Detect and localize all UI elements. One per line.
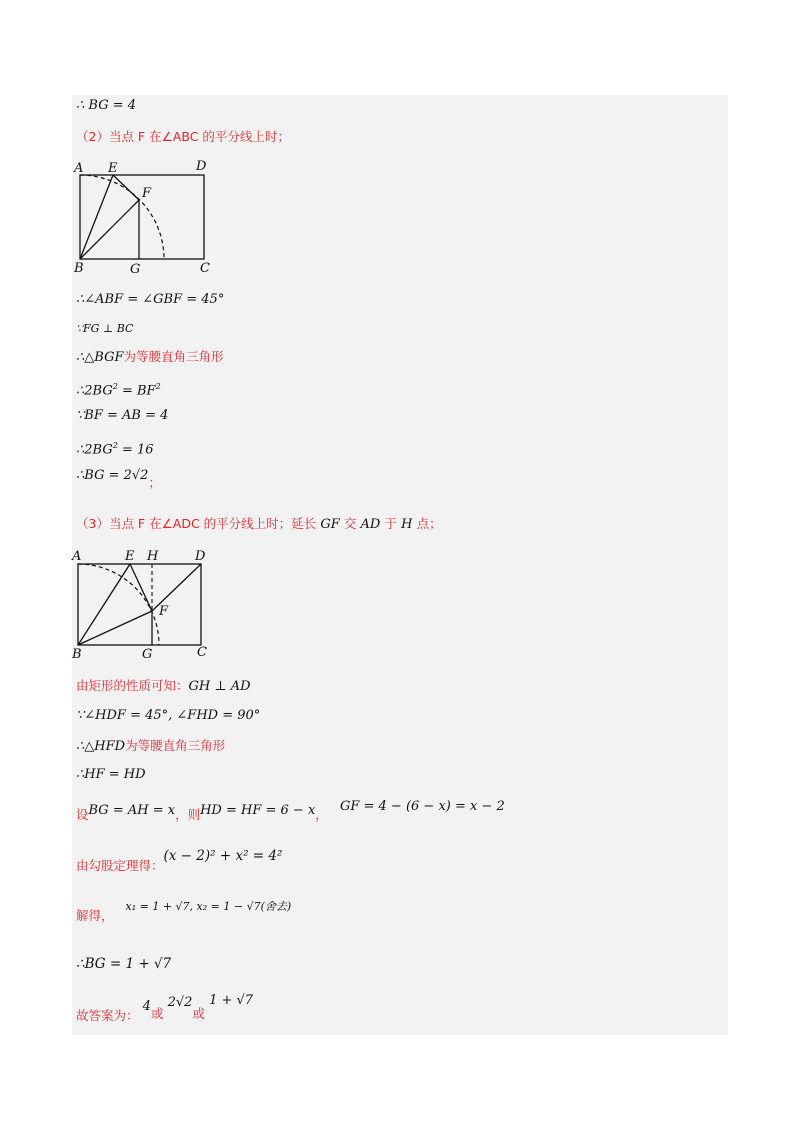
s2-line1: ∴∠ABF = ∠GBF = 45° (76, 292, 225, 307)
s3-line5-t1: 设 (76, 807, 89, 822)
s3-line5 (76, 797, 505, 822)
s3-line6-math: (x − 2)² + x² = 4² (163, 848, 283, 864)
segment-be (80, 175, 113, 259)
s2-line6-lhs: ∴2BG (76, 442, 113, 458)
label-c: C (197, 645, 207, 660)
s2-line7-punct: ； (148, 475, 161, 490)
dashed-arc (78, 564, 159, 645)
s3-answer-a: 4 (142, 999, 151, 1014)
s3-answer-b: 2√2 (167, 995, 193, 1010)
s3-line8: ∴BG = 1 + √7 (76, 956, 172, 972)
s3-heading-b: 交 (343, 516, 357, 531)
label-a: A (74, 161, 84, 176)
s3-line9 (76, 993, 254, 1023)
label-e: E (125, 549, 135, 564)
s3-line1-math: GH ⊥ AD (188, 679, 251, 694)
s2-line7-math: ∴BG = 2√2 (76, 468, 149, 483)
s3-answer-c: 1 + √7 (209, 993, 254, 1008)
s1-conclusion: ∴ BG = 4 (76, 98, 137, 113)
label-g: G (130, 262, 141, 277)
s3-heading-ad: AD (360, 517, 381, 532)
s2-line4: $\therefore 2BG^2 = BF^2$ (76, 382, 161, 399)
segment-bf (80, 200, 139, 259)
s3-heading-d: 点； (416, 516, 442, 531)
s3-line5-m1: BG = AH = x (88, 803, 176, 818)
s3-heading-gf: GF (320, 517, 340, 532)
s2-line4-lhs: ∴2BG (76, 383, 113, 399)
s2-heading: （2）当点 F 在∠ABC 的平分线上时； (76, 129, 290, 144)
s3-line6-text: 由勾股定理得： (76, 858, 164, 873)
figure-3 (70, 543, 220, 665)
label-d: D (195, 549, 206, 564)
s3-line7-text: 解得， (76, 908, 114, 923)
s3-heading (76, 515, 442, 534)
s3-line5-m2: HD = HF = 6 − x (200, 803, 316, 818)
segment-ef (130, 564, 152, 611)
label-d: D (196, 159, 207, 174)
s3-line6 (76, 847, 283, 873)
label-a: A (72, 549, 82, 564)
s3-line3 (76, 737, 225, 756)
s3-line3-math: ∴△HFD (76, 739, 126, 754)
s3-line3-text: 为等腰直角三角形 (125, 738, 226, 753)
s2-line7 (76, 466, 161, 490)
s3-line2: ∵∠HDF = 45°, ∠FHD = 90° (76, 708, 261, 723)
label-h: H (147, 549, 159, 564)
s3-or-2: 或 (192, 1006, 205, 1021)
s2-line2: ∵FG ⊥ BC (76, 322, 134, 335)
s2-line4-rhs: = BF (117, 383, 156, 399)
s3-line1 (76, 677, 251, 696)
s3-line5-m3: GF = 4 − (6 − x) = x − 2 (339, 799, 505, 814)
s2-line5: ∵BF = AB = 4 (76, 408, 169, 423)
s3-heading-c: 于 (384, 516, 397, 531)
s2-line3-math: ∴△BGF (76, 350, 124, 365)
label-b: B (72, 647, 82, 662)
figure-2 (70, 155, 230, 277)
s3-heading-a: （3）当点 F 在∠ADC 的平分线上时；延长 (76, 516, 317, 531)
segment-ef (113, 175, 139, 200)
s3-heading-h: H (401, 517, 413, 532)
label-f: F (159, 604, 169, 619)
label-g: G (142, 647, 153, 662)
s3-line7-math: x₁ = 1 + √7, x₂ = 1 − √7(舍去) (125, 900, 292, 913)
label-e: E (108, 161, 118, 176)
s3-line7 (76, 897, 292, 923)
s2-line3 (76, 348, 223, 367)
s3-line1-text: 由矩形的性质可知： (76, 678, 189, 693)
s3-line9-text: 故答案为： (76, 1008, 139, 1023)
s3-line5-t2: ，则 (175, 807, 201, 822)
s2-line3-text: 为等腰直角三角形 (123, 349, 224, 364)
s2-line6-rhs: = 16 (117, 442, 154, 458)
s2-line6: $\therefore 2BG^2 = 16$ (76, 441, 154, 458)
s3-line5-t3: ， (315, 807, 328, 822)
rect-abcd (78, 564, 201, 645)
s3-line4: ∴HF = HD (76, 767, 146, 782)
label-b: B (74, 261, 84, 276)
label-c: C (200, 261, 210, 276)
s3-or-1: 或 (150, 1006, 164, 1021)
label-f: F (142, 186, 152, 201)
